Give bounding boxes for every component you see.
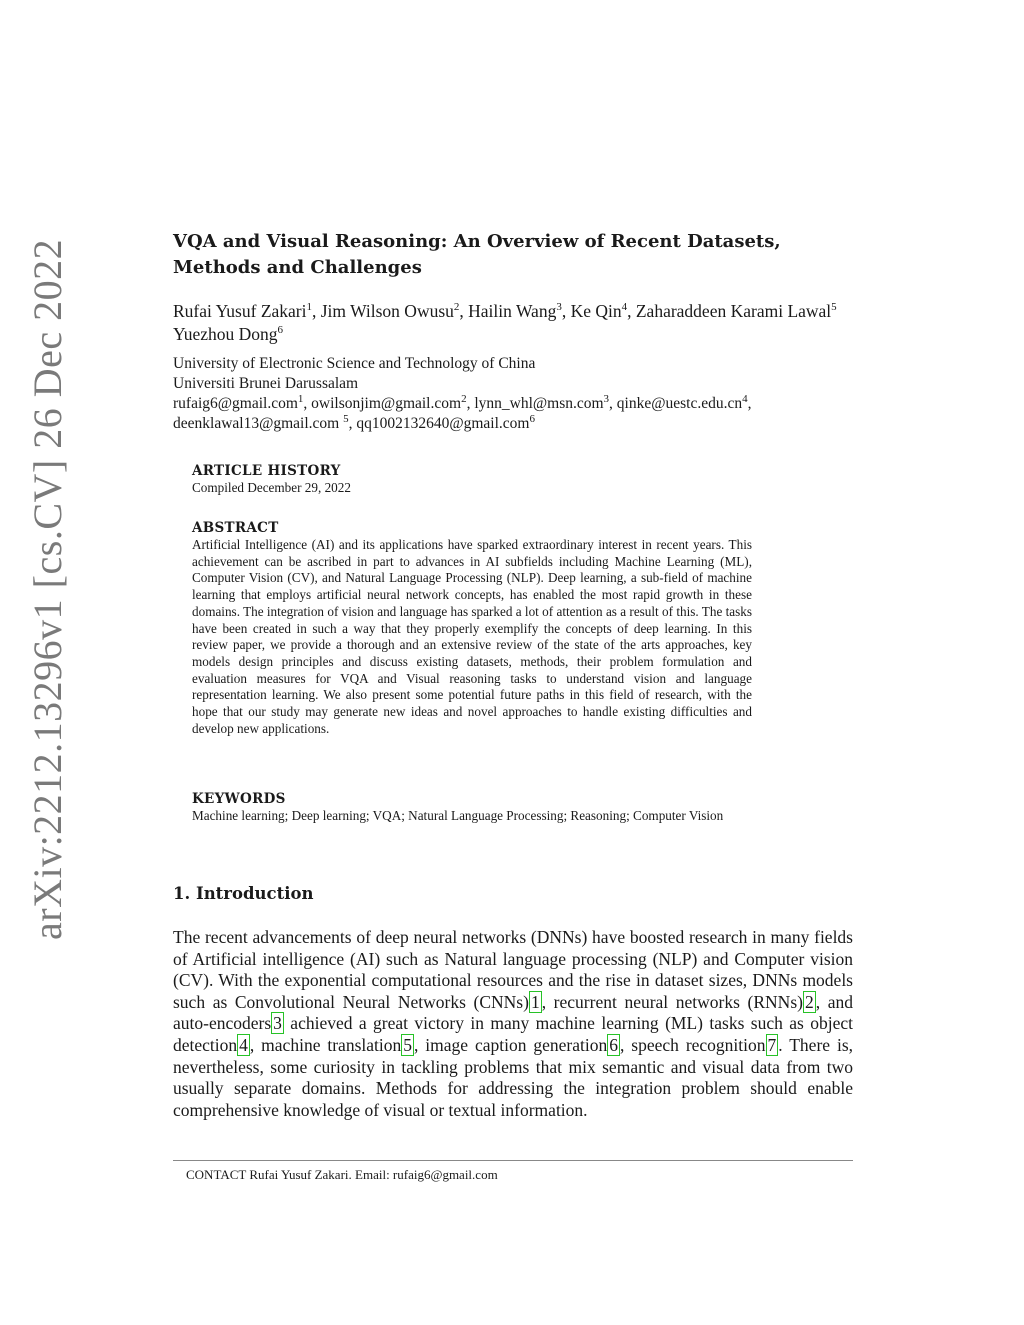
- keywords-heading: KEYWORDS: [192, 791, 286, 807]
- author-name: Zaharaddeen Karami Lawal: [635, 301, 832, 321]
- email-address[interactable]: deenklawal13@gmail.com: [173, 415, 344, 432]
- paper-title: VQA and Visual Reasoning: An Overview of Recent Datasets, Methods and Challenges: [173, 231, 781, 278]
- author-affiliation-mark: 3: [556, 301, 562, 314]
- section-heading-introduction: 1. Introduction: [173, 884, 314, 903]
- email-affiliation-mark: 2: [461, 392, 467, 405]
- email-address[interactable]: qq1002132640@gmail.com: [356, 415, 530, 432]
- introduction-paragraph: The recent advancements of deep neural networks (DNNs) have boosted research in many fields of Artificial intelligence (AI) such as Natural language processing (NLP) and Computer vision (CV). With the exponential computational resources and the rise in dataset sizes, DNNs models such as Convolutional Neural Networks (CNNs) 1 , recurrent neural networks (RNNs) 2 , and auto-encoders 3 achieved a great victory in many machine learning (ML) tasks such as object detection 4 , machine translation 5 , image caption generation 6 , speech recognition 7 . There is, nevertheless, some curiosity in tackling problems that mix semantic and visual data from two usually separate domains. Methods for addressing the integration problem should enable comprehensive knowledge of visual or textual information.: [173, 927, 854, 1120]
- email-list: rufaig6@gmail.com$^1$, owilsonjim@gmail.com$^2$, lynn_whl@msn.com$^3$, $qinke@uestc.edu.cn^4$, deenklawal13@gmail.com $^5$, qq1002132640@gmail.com$^6$: [173, 392, 752, 432]
- citation-link[interactable]: 2: [804, 991, 814, 1012]
- author-name: Rufai Yusuf Zakari: [173, 301, 307, 321]
- email-address[interactable]: qinke@uestc.edu.cn: [616, 395, 743, 412]
- abstract-text: Artificial Intelligence (AI) and its applications have sparked extraordinary interest in recent years. This achievement can be ascribed in part to advances in AI subfields including Machine Learning (ML), Computer Vision (CV), and Natural Language Processing (NLP). Deep learning, a sub-field of machine learning that employs artificial neural network concepts, has enabled the most rapid growth in these domains. The integration of vision and language has sparked a lot of attention as a result of this. The tasks have been created in such a way that they properly exemplify the concepts of deep learning. In this review paper, we provide a thorough and an extensive review of the state of the arts approaches, key models design principles and discuss existing datasets, methods, their problem formulation and evaluation measures for VQA and Visual reasoning tasks to understand vision and language representation learning. We also present some potential future paths in this field of research, with the hope that our study may generate new ideas and novel approaches to handle existing difficulties and develop new applications.: [192, 537, 752, 736]
- keywords: [192, 790, 752, 825]
- citation-link[interactable]: 6: [609, 1034, 618, 1055]
- author-affiliation-mark: 6: [277, 324, 283, 337]
- citation-link[interactable]: 4: [239, 1034, 248, 1055]
- article-history-text: Compiled December 29, 2022: [192, 480, 351, 495]
- author-affiliation-mark: 1: [306, 301, 312, 314]
- article-history-heading: ARTICLE HISTORY: [192, 463, 341, 479]
- email-affiliation-mark: 6: [529, 412, 535, 425]
- keywords-text: Machine learning; Deep learning; VQA; Natural Language Processing; Reasoning; Computer Vision: [192, 808, 724, 823]
- citation-link[interactable]: 3: [273, 1013, 282, 1034]
- author-affiliation-mark: 2: [453, 301, 460, 314]
- author-name: Hailin Wang: [468, 301, 557, 321]
- email-address[interactable]: lynn_whl@msn.com: [474, 395, 604, 412]
- author-name: Yuezhou Dong: [173, 324, 278, 344]
- affiliation-1: University of Electronic Science and Technology of China: [173, 355, 536, 372]
- author-affiliation-mark: 5: [831, 301, 837, 314]
- author-name: Jim Wilson Owusu: [320, 301, 454, 321]
- author-name: Ke Qin: [570, 301, 622, 321]
- arxiv-identifier: arXiv:2212.13296v1 [cs.CV] 26 Dec 2022: [25, 238, 70, 940]
- email-affiliation-mark: 5: [343, 412, 349, 425]
- email-affiliation-mark: 3: [603, 392, 610, 405]
- footnote-rule: [173, 1160, 853, 1161]
- citation-link[interactable]: 5: [403, 1034, 412, 1055]
- author-affiliation-mark: 4: [621, 301, 628, 314]
- abstract: [192, 519, 752, 737]
- email-address[interactable]: rufaig6@gmail.com: [173, 395, 298, 412]
- email-address[interactable]: owilsonjim@gmail.com: [311, 395, 462, 412]
- affiliations: [173, 354, 853, 434]
- email-affiliation-mark: 4: [742, 392, 748, 405]
- citation-link[interactable]: 1: [530, 991, 540, 1012]
- citation-link[interactable]: 7: [767, 1034, 777, 1055]
- abstract-heading: ABSTRACT: [192, 520, 279, 536]
- affiliation-2: Universiti Brunei Darussalam: [173, 375, 359, 392]
- article-history: [192, 462, 752, 497]
- contact-footnote: CONTACT Rufai Yusuf Zakari. Email: rufaig6@gmail.com: [186, 1167, 498, 1182]
- email-affiliation-mark: 1: [297, 392, 304, 405]
- author-list: Rufai Yusuf Zakari$^1$, Jim Wilson Owusu$^2$, Hailin Wang$^3$, Ke Qin$^4$, Zaharaddeen Karami Lawal$^5$ Yuezhou Dong$^6$: [173, 301, 837, 344]
